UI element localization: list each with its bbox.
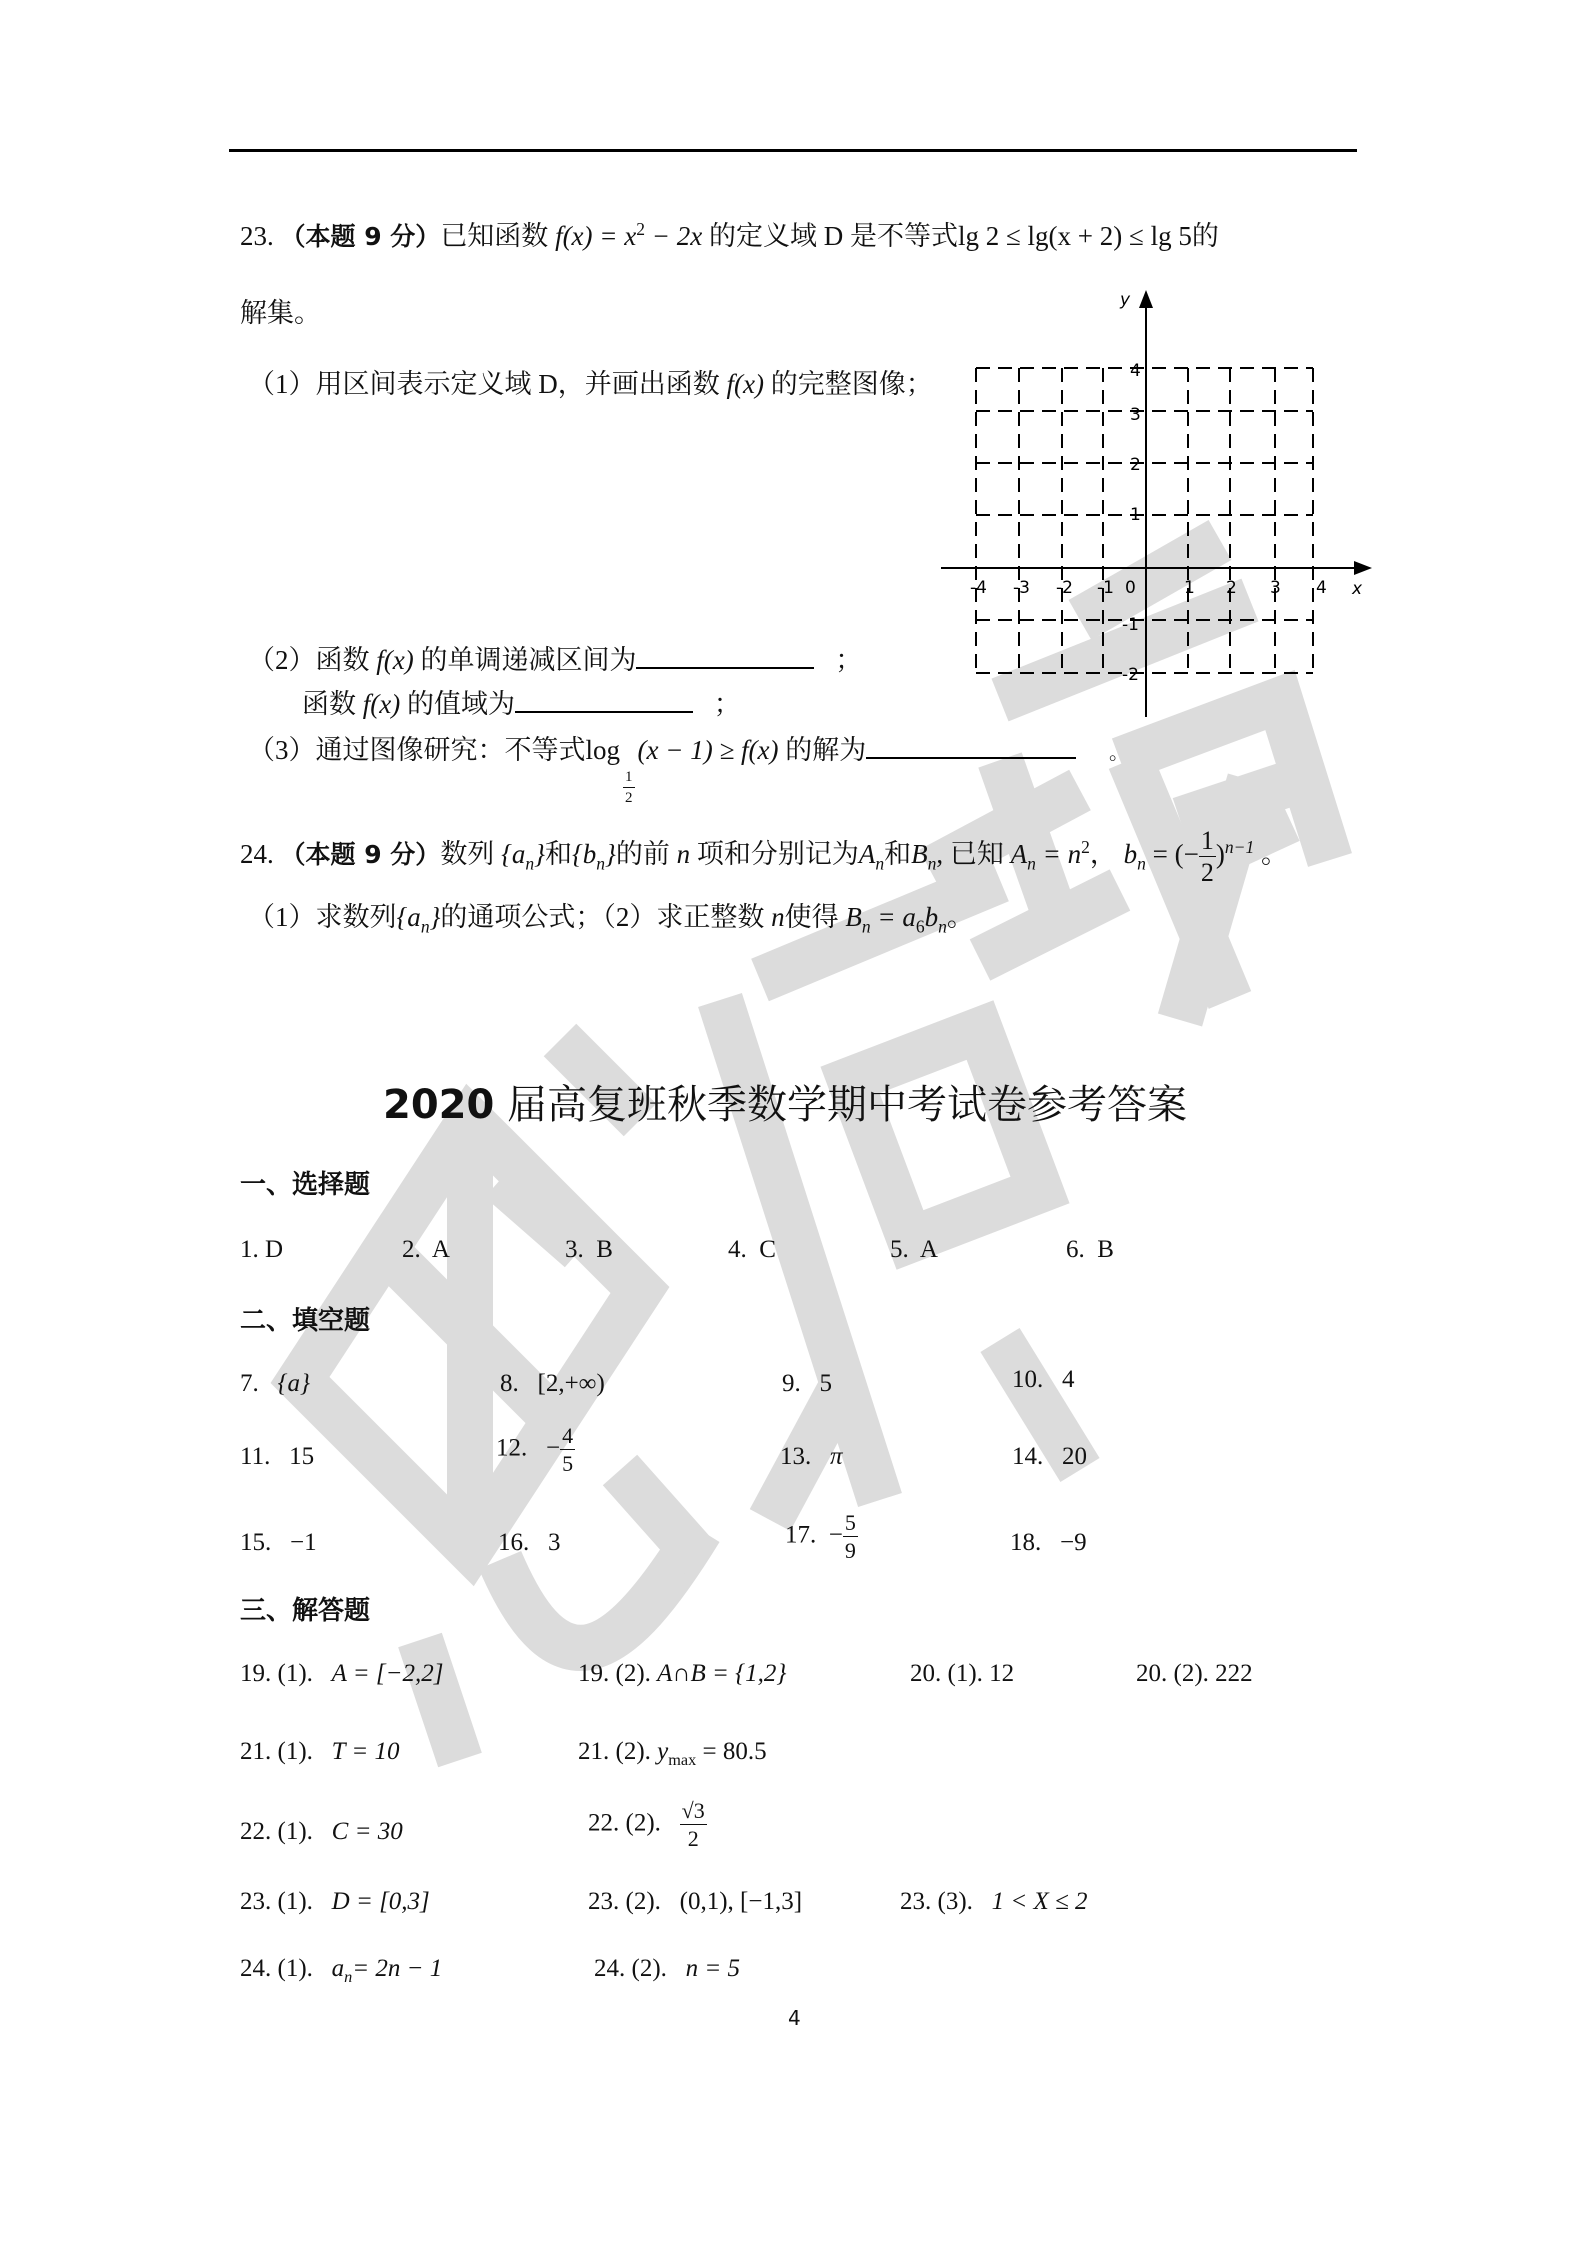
svg-text:-2: -2 — [1122, 665, 1139, 685]
choice-value: A — [431, 1236, 450, 1263]
solve-value: 12 — [989, 1660, 1015, 1687]
solve-label: 23. (1). — [240, 1888, 313, 1915]
svg-text:0: 0 — [1125, 578, 1136, 598]
choice-answer-5 — [890, 1236, 938, 1264]
solve-value: 222 — [1215, 1660, 1253, 1687]
frac-den: 5 — [562, 1451, 574, 1476]
q24-Bn: B — [911, 839, 928, 870]
q24-bn-sub: n — [1137, 853, 1146, 874]
choice-answer-6 — [1066, 1236, 1114, 1264]
q24-bn-frac — [1199, 828, 1216, 886]
choice-label: 6. — [1066, 1236, 1085, 1263]
q24-part2-end: 。 — [946, 902, 974, 932]
frac-den: 9 — [844, 1538, 856, 1563]
choice-value: D — [265, 1236, 284, 1263]
solve-answer-20-1 — [910, 1660, 1014, 1688]
fill-label: 8. — [500, 1370, 519, 1397]
seq-a-ref-close: } — [429, 902, 441, 932]
solve-label: 22. (1). — [240, 1818, 313, 1845]
seq-b-sub: n — [596, 853, 606, 874]
answer-blank-decreasing-interval[interactable] — [636, 645, 814, 669]
q24-part2-eq: = a — [870, 902, 916, 932]
q24-stem-a: 数列 — [440, 839, 495, 870]
q23-part2-func: f(x) — [376, 645, 414, 675]
q24-and2: 和 — [884, 839, 912, 870]
choice-value: C — [759, 1236, 776, 1263]
q24-bn-eq: = (− — [1145, 839, 1199, 870]
q23-part3-text-b: 的解为 — [785, 735, 867, 765]
solve-answer-23-1 — [240, 1888, 430, 1916]
q23-part2-line1 — [248, 638, 862, 677]
solve-answer-23-2 — [588, 1888, 802, 1916]
q23-part3-log-base — [623, 770, 635, 806]
fill-frac — [560, 1425, 575, 1475]
fill-answer-14 — [1012, 1443, 1087, 1471]
seq-b-open: {b — [571, 839, 597, 870]
fill-label: 18. — [1010, 1529, 1042, 1556]
svg-text:2: 2 — [1130, 455, 1141, 475]
fill-answer-16 — [498, 1529, 561, 1557]
fill-value: [2,+∞) — [537, 1370, 605, 1397]
solve-value-post: = 80.5 — [696, 1738, 767, 1765]
fill-label: 16. — [498, 1529, 530, 1556]
q24-An-sub: n — [875, 853, 885, 874]
q24-bn: b — [1123, 839, 1138, 870]
q23-part1 — [248, 362, 933, 401]
solve-answer-20-2 — [1136, 1660, 1253, 1688]
solve-value-post: = 2n − 1 — [352, 1955, 443, 1982]
solve-value: C = 30 — [331, 1818, 403, 1845]
solve-answer-24-1 — [240, 1955, 442, 1987]
q23-stem-line1 — [240, 214, 1219, 253]
svg-text:2: 2 — [1226, 578, 1237, 598]
frac-den: 2 — [687, 1826, 699, 1851]
fill-label: 14. — [1012, 1443, 1044, 1470]
q23-part3-period: 。 — [1109, 742, 1129, 764]
frac-num: 4 — [562, 1423, 574, 1448]
answer-blank-range[interactable] — [515, 689, 693, 713]
frac-num: 1 — [1200, 826, 1214, 855]
x-axis-arrow-icon — [1354, 561, 1372, 575]
svg-text:4: 4 — [1316, 578, 1327, 598]
fill-value: 15 — [289, 1443, 315, 1470]
choice-answer-1 — [240, 1236, 283, 1264]
solve-label: 24. (2). — [594, 1955, 667, 1982]
fill-answer-12 — [496, 1425, 575, 1475]
q24-part1-tail: 的通项公式；（2）求正整数 — [440, 902, 765, 932]
q24-An-given: A — [1010, 839, 1028, 870]
seq-a-ref — [396, 902, 441, 937]
solve-answer-22-1 — [240, 1818, 403, 1846]
q24-points: （本题 9 分） — [280, 840, 441, 870]
seq-b — [571, 839, 616, 874]
frac-num: 5 — [844, 1510, 856, 1535]
q24-bn-exp: n−1 — [1224, 837, 1255, 858]
section-fill-heading: 二、填空题 — [240, 1306, 371, 1336]
solve-label: 23. (2). — [588, 1888, 661, 1915]
solve-value: n = 5 — [685, 1955, 741, 1982]
svg-text:x: x — [1352, 579, 1363, 599]
q23-part3-expr: (x − 1) ≥ f(x) — [637, 735, 779, 765]
q23-stem-c: 的 — [1191, 221, 1219, 251]
fill-label: 13. — [780, 1443, 812, 1470]
svg-text:-2: -2 — [1056, 578, 1073, 598]
q23-part3-log: log — [585, 735, 621, 765]
solve-value: T = 10 — [331, 1738, 400, 1765]
solve-label: 19. (1). — [240, 1660, 313, 1687]
section-solve-heading: 三、解答题 — [240, 1596, 371, 1626]
fill-label: 10. — [1012, 1366, 1044, 1393]
q24-part2-sub6: 6 — [915, 916, 925, 937]
solve-answer-23-3 — [900, 1888, 1088, 1916]
solve-label: 21. (2). — [578, 1738, 651, 1765]
q24-stem-d: , 已知 — [936, 839, 1004, 870]
fill-value: {a} — [277, 1370, 310, 1397]
q24-end: 。 — [1260, 839, 1288, 870]
q23-stem-b: 的定义域 D 是不等式 — [708, 221, 958, 251]
q24-part2-bn: b — [924, 902, 939, 932]
q24-An-given-sub: n — [1027, 853, 1036, 874]
fill-value: −1 — [290, 1529, 317, 1556]
solve-label: 20. (2). — [1136, 1660, 1209, 1687]
q23-stem-line2: 解集。 — [240, 298, 321, 328]
q24-An-eq: = n — [1035, 839, 1082, 870]
fill-value: 20 — [1062, 1443, 1087, 1470]
solve-answer-21-1 — [240, 1738, 399, 1766]
q24-An-exp: 2 — [1081, 837, 1090, 858]
frac-num: √3 — [681, 1798, 705, 1823]
fill-answer-11 — [240, 1443, 314, 1471]
fill-value: 5 — [819, 1370, 832, 1397]
q23-part1-func: f(x) — [726, 369, 764, 399]
fill-answer-8 — [500, 1370, 605, 1398]
fill-answer-17 — [785, 1512, 858, 1562]
q24-part2-Bn: B — [845, 902, 862, 932]
q24-part2-bn-sub: n — [938, 916, 947, 937]
q24-part1-text: （1）求数列 — [248, 902, 397, 932]
seq-a-ref-sub: n — [420, 916, 430, 937]
solve-value: A∩B = {1,2} — [657, 1660, 787, 1687]
choice-label: 2. — [402, 1236, 421, 1263]
choice-label: 1. — [240, 1236, 259, 1263]
fill-value: π — [830, 1443, 843, 1470]
solve-value: 1 < X ≤ 2 — [991, 1888, 1088, 1915]
svg-text:1: 1 — [1130, 505, 1141, 525]
solve-label: 21. (1). — [240, 1738, 313, 1765]
choice-value: A — [919, 1236, 938, 1263]
choice-value: B — [596, 1236, 613, 1263]
log-base-numerator: 1 — [623, 770, 635, 788]
q24-An: A — [858, 839, 876, 870]
solve-label: 22. (2). — [588, 1809, 661, 1837]
fill-value: 3 — [548, 1529, 561, 1556]
seq-a-open: {a — [501, 839, 526, 870]
coordinate-grid-chart — [930, 280, 1380, 730]
q23-part3 — [248, 728, 1129, 806]
seq-a-sub: n — [525, 853, 535, 874]
choice-answer-4 — [728, 1236, 776, 1264]
choice-label: 5. — [890, 1236, 909, 1263]
section-choice-heading: 一、选择题 — [240, 1170, 371, 1200]
answers-title-year: 2020 — [383, 1082, 495, 1128]
q23-func-exp: 2 — [636, 219, 645, 239]
q24-number: 24. — [240, 839, 274, 870]
svg-text:4: 4 — [1130, 361, 1141, 381]
solve-value-sub: n — [344, 1968, 353, 1986]
fill-label: 15. — [240, 1529, 272, 1556]
q23-part2-semicolon: ； — [835, 645, 863, 675]
q23-func: f(x) = x — [555, 221, 637, 251]
q23-part2-text-d: 函数 — [302, 689, 356, 719]
svg-text:3: 3 — [1270, 578, 1281, 598]
q24-part2-text: 使得 — [784, 902, 839, 932]
q23-func-tail: − 2x — [645, 221, 703, 251]
q24-part2-n: n — [771, 902, 785, 932]
q23-number: 23. — [240, 221, 274, 251]
q24-parts — [248, 895, 974, 937]
fill-label: 9. — [782, 1370, 801, 1397]
svg-text:y: y — [1120, 290, 1131, 310]
svg-text:-1: -1 — [1122, 615, 1139, 635]
q23-part2-func2: f(x) — [362, 689, 401, 719]
fill-sign: − — [828, 1521, 843, 1549]
q23-part2-text: （2）函数 — [248, 645, 370, 675]
header-rule — [229, 149, 1357, 152]
log-base-denominator: 2 — [625, 790, 633, 806]
solve-label: 24. (1). — [240, 1955, 313, 1982]
solve-value: A = [−2,2] — [331, 1660, 444, 1687]
q24-Bn-sub: n — [927, 853, 937, 874]
x-tick: -4 — [970, 578, 987, 598]
fill-frac — [843, 1512, 858, 1562]
solve-value: D = [0,3] — [331, 1888, 430, 1915]
q23-part1-text: （1）用区间表示定义域 D，并画出函数 — [248, 369, 720, 399]
seq-a-ref-open: {a — [396, 902, 421, 932]
fill-label: 7. — [240, 1370, 259, 1397]
q23-inequality: lg 2 ≤ lg(x + 2) ≤ lg 5 — [957, 221, 1192, 251]
seq-a — [501, 839, 545, 874]
solve-frac — [680, 1800, 707, 1850]
q24-part2-Bn-sub: n — [861, 916, 871, 937]
choice-label: 3. — [565, 1236, 584, 1263]
fill-answer-10 — [1012, 1366, 1075, 1394]
fill-value: 4 — [1062, 1366, 1075, 1393]
solve-value-sub: max — [668, 1751, 697, 1769]
fill-answer-15 — [240, 1529, 317, 1557]
choice-answer-3 — [565, 1236, 613, 1264]
fill-answer-13 — [780, 1443, 843, 1471]
q23-part2-text-b: 的单调递减区间为 — [420, 645, 637, 675]
solve-answer-24-2 — [594, 1955, 740, 1983]
grid-lines — [976, 368, 1313, 673]
solve-value-pre: a — [331, 1955, 345, 1982]
q23-part1-tail: 的完整图像； — [770, 369, 933, 399]
solve-label: 19. (2). — [578, 1660, 651, 1687]
fill-value: −9 — [1060, 1529, 1087, 1556]
q24-stem-line1: 24. （本题 9 分）数列 $\{a_n\}$和$\{b_n\}$的前 n 项和分别记为$A_n$和$B_n$, 已知 $A_n = n^2$， $b_n$ = (− $\frac{1}{2}$ )$^{n-1}$ 。 — [240, 826, 1288, 887]
seq-b-close: } — [605, 839, 616, 870]
answers-title-text: 届高复班秋季数学期中考试卷参考答案 — [494, 1082, 1188, 1128]
choice-label: 4. — [728, 1236, 747, 1263]
fill-answer-18 — [1010, 1529, 1087, 1557]
q24-n: n — [676, 839, 691, 870]
fill-label: 17. — [785, 1521, 817, 1549]
solve-value-pre: y — [657, 1738, 669, 1765]
fill-sign: − — [546, 1434, 561, 1462]
fill-label: 11. — [240, 1443, 271, 1470]
q23-points: （本题 9 分） — [280, 222, 441, 251]
tick-labels — [970, 290, 1363, 685]
q23-part2-text-e: 的值域为 — [406, 689, 515, 719]
fill-label: 12. — [496, 1434, 528, 1462]
page-number: 4 — [788, 2006, 801, 2030]
svg-text:-1: -1 — [1097, 578, 1114, 598]
solve-answer-22-2 — [588, 1800, 707, 1850]
solve-answer-19-2 — [578, 1660, 786, 1688]
choice-answer-2 — [402, 1236, 450, 1264]
q23-part3-text: （3）通过图像研究：不等式 — [248, 735, 586, 765]
svg-text:3: 3 — [1130, 405, 1141, 425]
solve-answer-19-1 — [240, 1660, 443, 1688]
q24-and: 和 — [544, 839, 572, 870]
y-axis-arrow-icon — [1139, 290, 1153, 308]
solve-value: (0,1), [−1,3] — [679, 1888, 803, 1915]
q23-part2-semicolon2: ； — [713, 689, 741, 719]
q23-stem-a: 已知函数 — [440, 221, 549, 251]
solve-label: 20. (1). — [910, 1660, 983, 1687]
q23-part2-line2 — [302, 682, 741, 721]
fill-answer-9 — [782, 1370, 832, 1398]
svg-text:1: 1 — [1184, 578, 1195, 598]
choice-value: B — [1097, 1236, 1114, 1263]
seq-a-close: } — [534, 839, 545, 870]
q24-stem-c: 项和分别记为 — [696, 839, 859, 870]
solve-label: 23. (3). — [900, 1888, 973, 1915]
q24-comma: ， — [1089, 839, 1117, 870]
svg-text:-3: -3 — [1013, 578, 1030, 598]
fill-answer-7 — [240, 1370, 310, 1398]
q24-stem-b: 的前 — [615, 839, 670, 870]
solve-answer-21-2 — [578, 1738, 767, 1770]
answer-blank-inequality-solution[interactable] — [866, 735, 1076, 759]
frac-den: 2 — [1200, 858, 1214, 887]
answers-title — [383, 1073, 1187, 1130]
